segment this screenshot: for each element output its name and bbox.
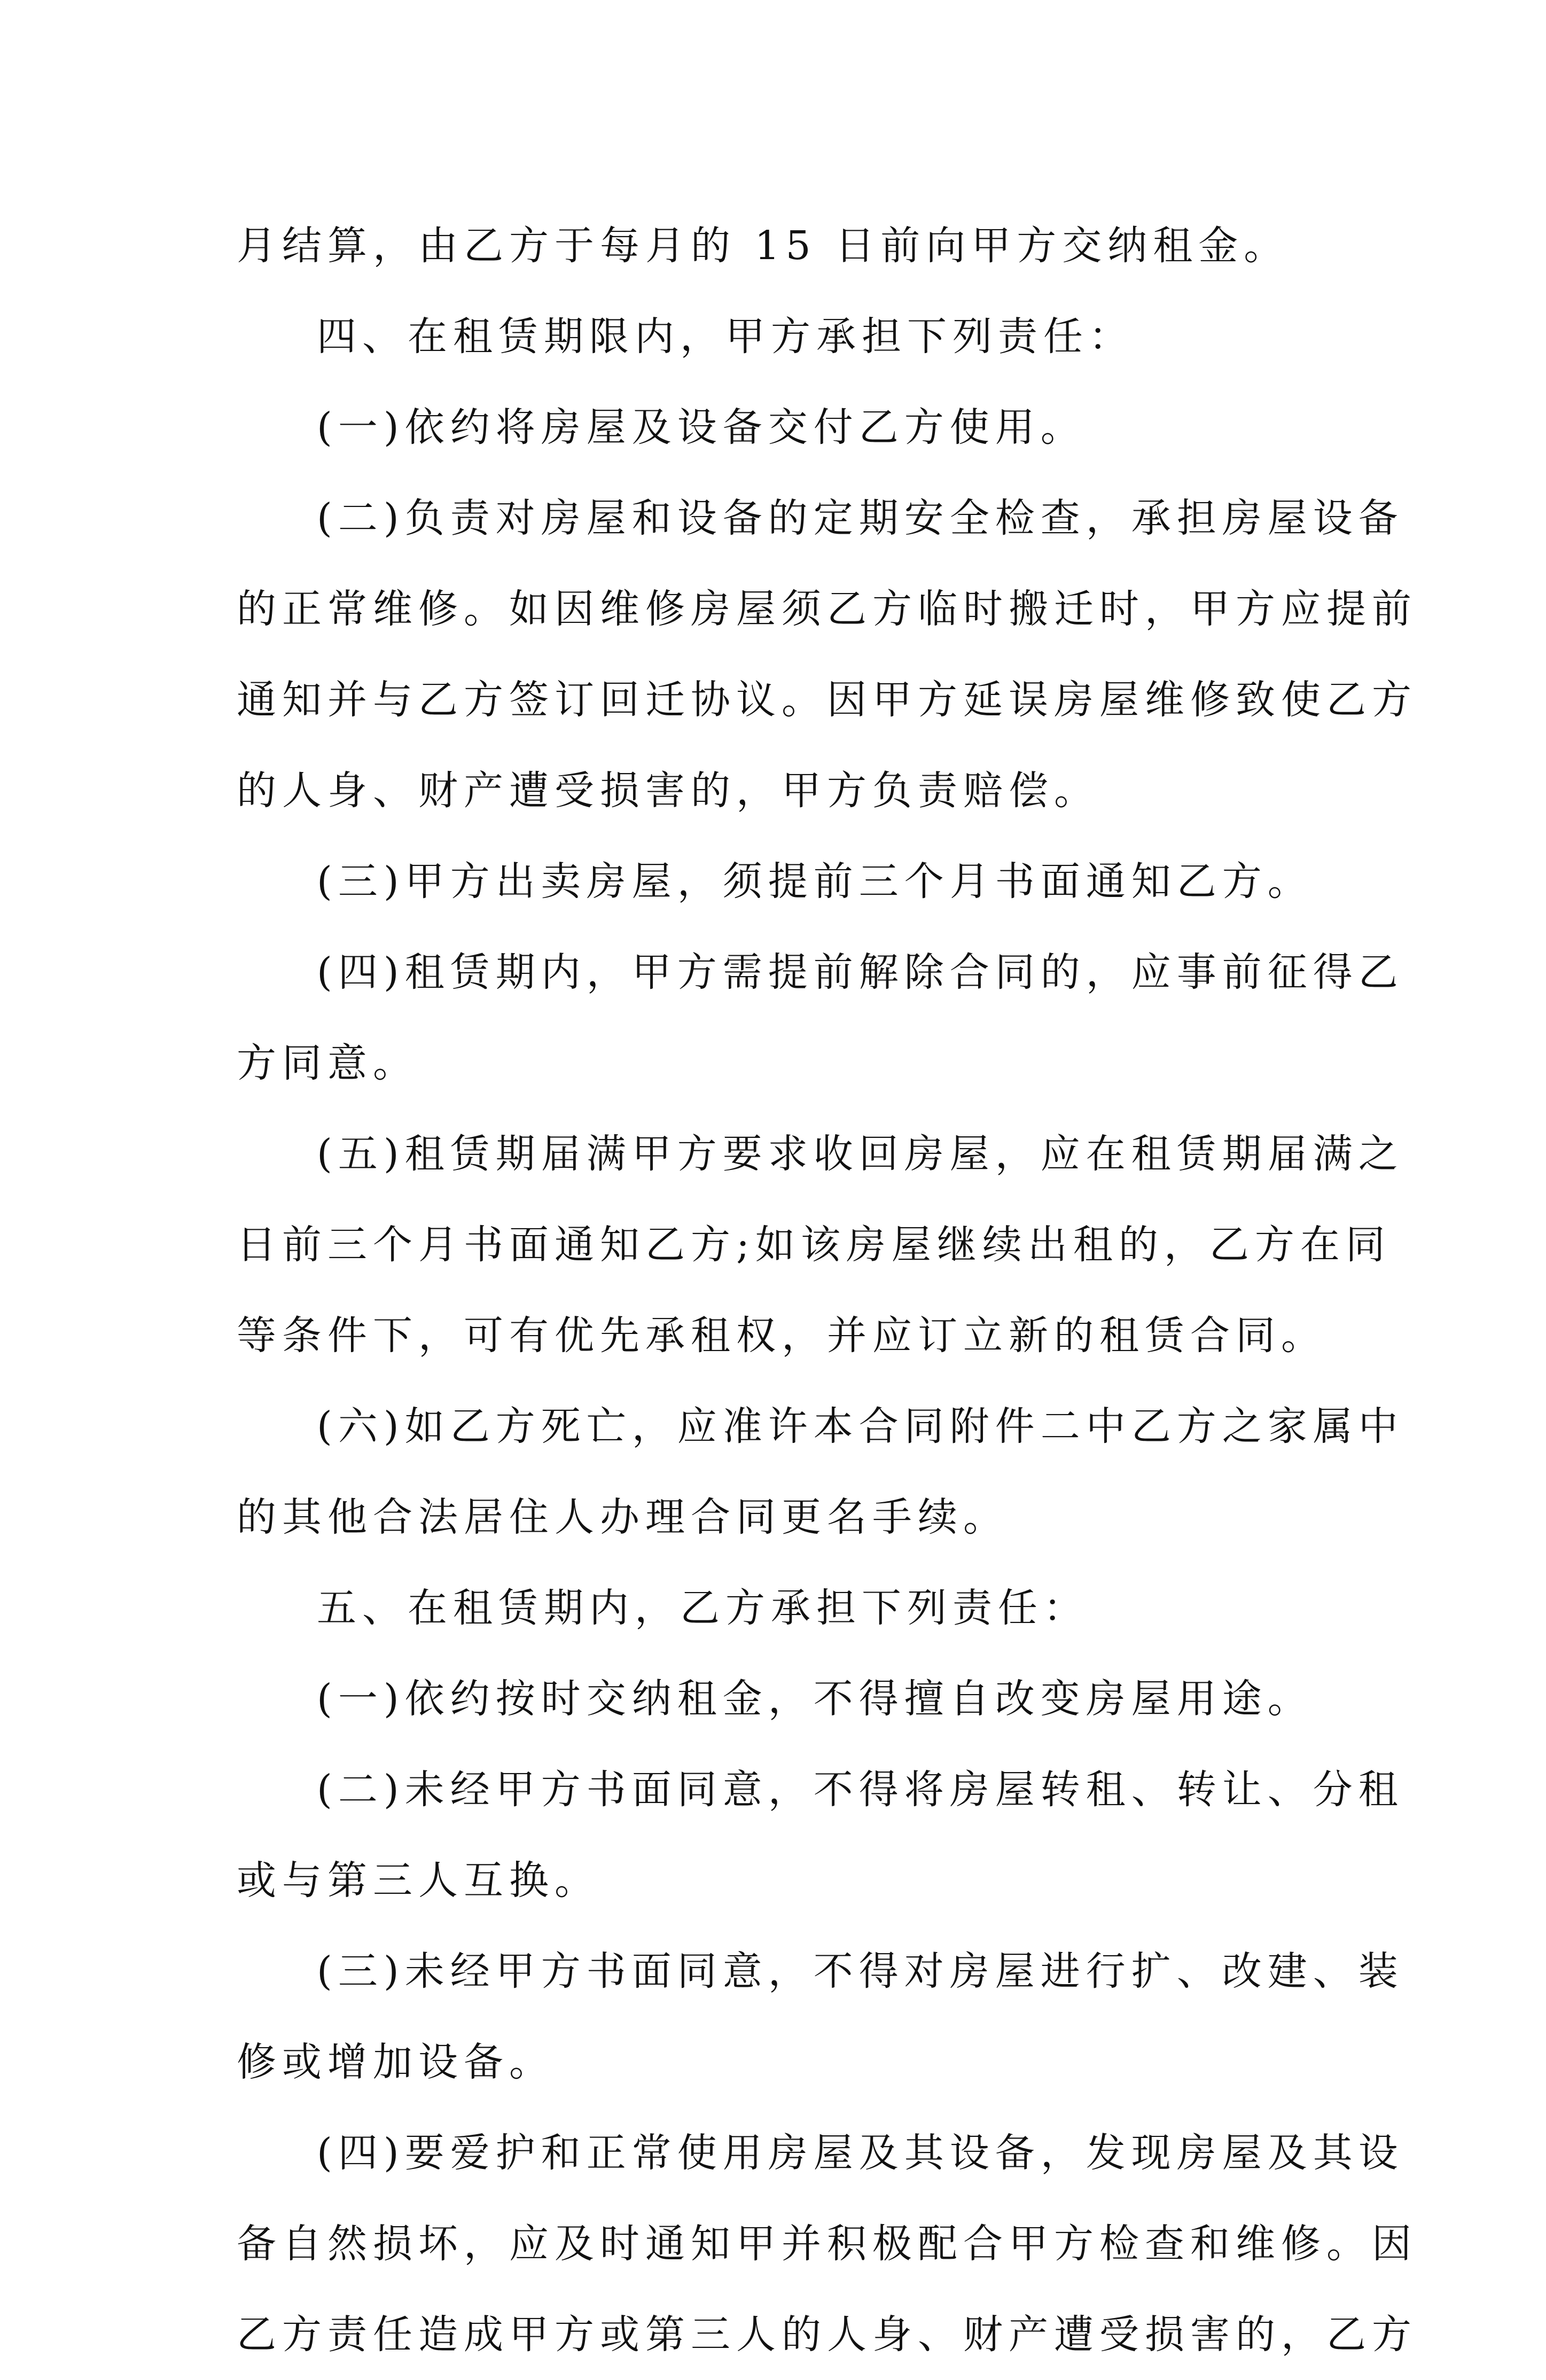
text-line: 四、在租赁期限内，甲方承担下列责任： <box>317 314 1134 360</box>
text-line: 日前三个月书面通知乙方;如该房屋继续出租的，乙方在同 <box>237 1222 1391 1268</box>
text-line: (一)依约将房屋及设备交付乙方使用。 <box>317 404 1086 450</box>
text-line: 方同意。 <box>237 1040 418 1086</box>
text-line: (六)如乙方死亡，应准许本合同附件二中乙方之家属中 <box>317 1403 1404 1449</box>
text-line: 的其他合法居住人办理合同更名手续。 <box>237 1494 1009 1540</box>
text-line: 的正常维修。如因维修房屋须乙方临时搬迁时，甲方应提前 <box>237 586 1417 632</box>
text-line: (四)租赁期内，甲方需提前解除合同的，应事前征得乙 <box>317 949 1404 995</box>
text-line: (二)未经甲方书面同意，不得将房屋转租、转让、分租 <box>317 1767 1404 1813</box>
text-line: 修或增加设备。 <box>237 2039 555 2085</box>
text-line: 月结算，由乙方于每月的 15 日前向甲方交纳租金。 <box>237 223 1290 269</box>
text-line: 或与第三人互换。 <box>237 1858 600 1903</box>
text-line: (三)未经甲方书面同意，不得对房屋进行扩、改建、装 <box>317 1948 1404 1994</box>
text-line: (二)负责对房屋和设备的定期安全检查，承担房屋设备 <box>317 495 1404 541</box>
text-line: 的人身、财产遭受损害的，甲方负责赔偿。 <box>237 768 1099 814</box>
text-line: 乙方责任造成甲方或第三人的人身、财产遭受损害的，乙方 <box>237 2312 1417 2358</box>
text-line: 备自然损坏，应及时通知甲并积极配合甲方检查和维修。因 <box>237 2221 1417 2267</box>
text-line: (一)依约按时交纳租金，不得擅自改变房屋用途。 <box>317 1676 1313 1722</box>
text-line: (三)甲方出卖房屋，须提前三个月书面通知乙方。 <box>317 859 1313 904</box>
text-line: 等条件下，可有优先承租权，并应订立新的租赁合同。 <box>237 1313 1326 1359</box>
text-line: 五、在租赁期内，乙方承担下列责任： <box>317 1585 1089 1631</box>
text-line: 通知并与乙方签订回迁协议。因甲方延误房屋维修致使乙方 <box>237 677 1417 723</box>
text-line: (四)要爱护和正常使用房屋及其设备，发现房屋及其设 <box>317 2130 1404 2176</box>
text-line: (五)租赁期届满甲方要求收回房屋，应在租赁期届满之 <box>317 1131 1404 1177</box>
document-body <box>237 200 1417 2380</box>
